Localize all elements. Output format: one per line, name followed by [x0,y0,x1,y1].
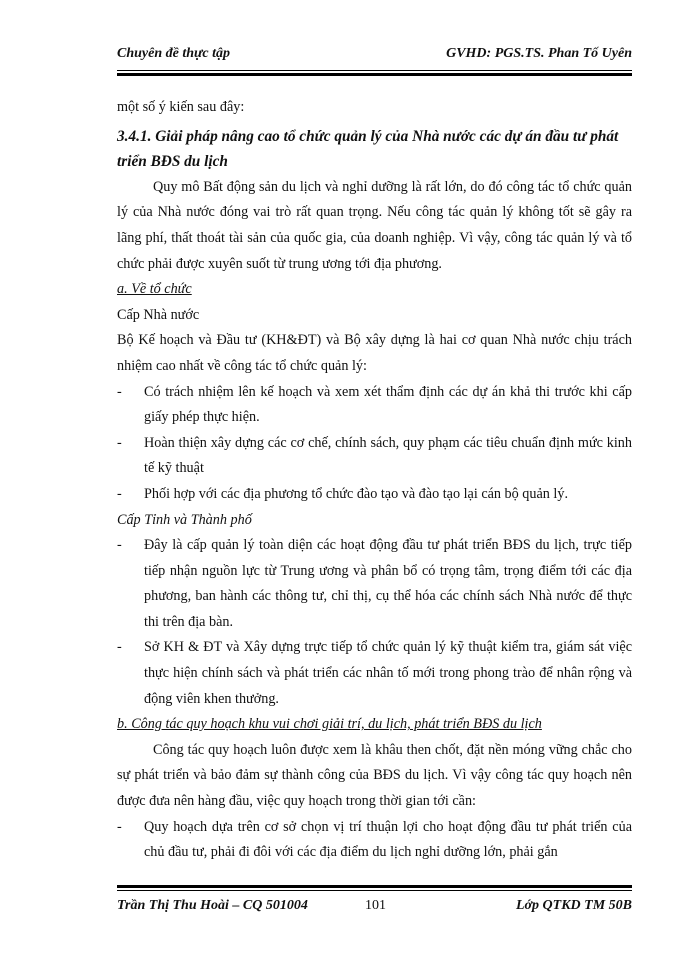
list-item-text: Có trách nhiệm lên kế hoạch và xem xét thẩm định các dự án khả thi trước khi cấp giấy phép thực hiện. [144,383,632,426]
list-item-text: Đây là cấp quản lý toàn diện các hoạt động đầu tư phát triển BĐS du lịch, trực tiếp tiếp nhận nguồn lực từ Trung ương và phân bổ có trọng tâm, trọng điểm tới các địa phương, ban hành các thông tư, chỉ thị, cụ thể hóa các chính sách Nhà nước để thực thi trên địa bàn. [144,537,632,630]
list-item [117,431,632,482]
list-item-text: Sở KH & ĐT và Xây dựng trực tiếp tổ chức quản lý kỹ thuật kiểm tra, giám sát việc thực hiện chính sách và phát triển các nhân tố mới trong phong trào để nhân rộng và động viên khen thưởng. [144,639,632,707]
bullet-list-1 [117,380,632,508]
bullet-list-3 [117,815,632,866]
dash-bullet: - [117,434,122,451]
footer-author: Trần Thị Thu Hoài – CQ 501004 [117,898,308,913]
footer-class: Lớp QTKD TM 50B [515,898,632,913]
header-rule-thick [117,73,632,76]
dash-bullet: - [117,537,122,554]
page-header [117,46,632,68]
footer-rule-thin [117,890,632,891]
bullet-list-2 [117,533,632,712]
dash-bullet: - [117,485,122,502]
intro-text: một số ý kiến sau đây: [117,99,245,115]
header-right: GVHD: PGS.TS. Phan Tố Uyên [446,46,632,61]
list-item-text: Hoàn thiện xây dựng các cơ chế, chính sách, quy phạm các tiêu chuẩn định mức kinh tế kỹ thuật [144,434,632,477]
footer-rule-thick [117,885,632,888]
page-footer [117,898,632,920]
list-item [117,533,632,635]
section-heading: 3.4.1. Giải pháp nâng cao tổ chức quản lý của Nhà nước các dự án đầu tư phát triển BĐS du lịch [117,127,619,171]
list-item [117,635,632,712]
dash-bullet: - [117,639,122,656]
header-rule-thin [117,70,632,71]
dash-bullet: - [117,818,122,835]
subsection-a-title: a. Về tổ chức [117,281,192,298]
paragraph-2: Bộ Kế hoạch và Đầu tư (KH&ĐT) và Bộ xây dựng là hai cơ quan Nhà nước chịu trách nhiệm cao nhất về công tác tổ chức quản lý: [117,332,632,374]
page-number: 101 [365,898,386,913]
cap-nha-nuoc-label: Cấp Nhà nước [117,306,200,323]
paragraph-1: Quy mô Bất động sản du lịch và nghỉ dưỡng là rất lớn, do đó công tác tổ chức quản lý của Nhà nước đóng vai trò rất quan trọng. Nếu công tác quản lý không tốt sẽ gây ra lãng phí, thất thoát tài sản của quốc gia, của doanh nghiệp. Vì vậy, công tác quản lý và tổ chức phải được xuyên suốt từ trung ương tới địa phương. [117,178,632,272]
list-item [117,815,632,866]
list-item [117,380,632,431]
dash-bullet: - [117,383,122,400]
header-left: Chuyên đề thực tập [117,46,231,61]
list-item-text: Quy hoạch dựa trên cơ sở chọn vị trí thuận lợi cho hoạt động đầu tư phát triển của chủ đầu tư, phải đi đôi với các địa điểm du lịch nghỉ dưỡng lớn, phải gắn [144,818,632,861]
list-item [117,482,632,508]
list-item-text: Phối hợp với các địa phương tổ chức đào tạo và đào tạo lại cán bộ quản lý. [144,485,568,502]
subsection-b-title: b. Công tác quy hoạch khu vui chơi giải trí, du lịch, phát triển BĐS du lịch [117,716,542,733]
cap-tinh-label: Cấp Tỉnh và Thành phố [117,511,252,528]
paragraph-3: Công tác quy hoạch luôn được xem là khâu then chốt, đặt nền móng vững chắc cho sự phát triển và bảo đảm sự thành công của BĐS du lịch. Vì vậy công tác quy hoạch nên được đưa nên hàng đầu, việc quy hoạch trong thời gian tới cần: [117,741,632,810]
page-body [117,95,632,866]
